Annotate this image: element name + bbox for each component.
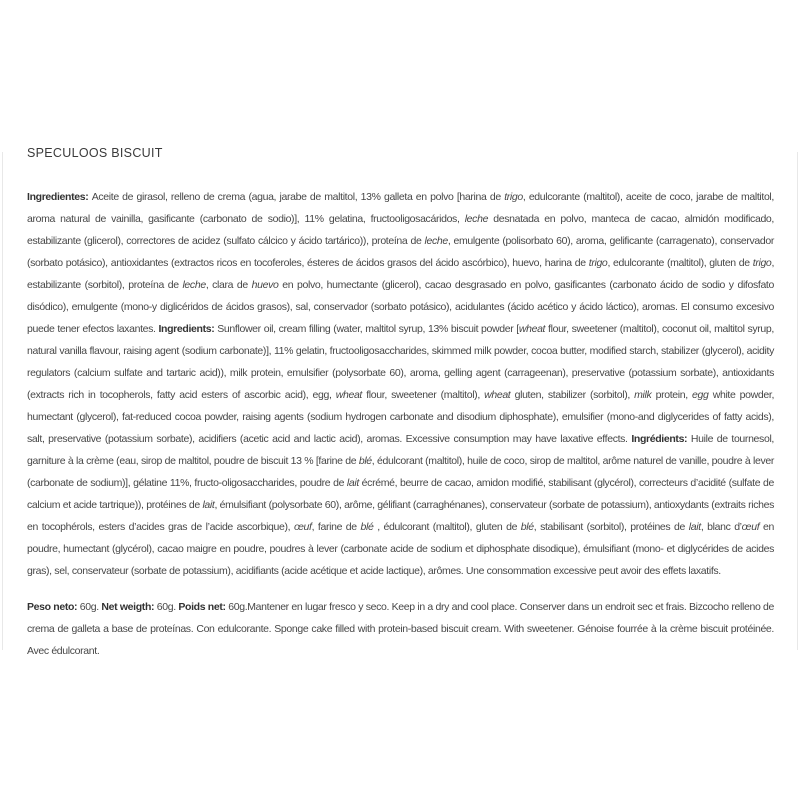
text-segment: , édulcorant (maltitol), huile de coco, sirop de maltitol, arôme naturel de vanille, poudre à lever (carbonate de sodium)], gélatine 11%, fructo-oligosaccharides, poudre de: [27, 455, 774, 489]
text-segment: Huile de tournesol, garniture à la crème (eau, sirop de maltitol, poudre de biscuit 13 % [farine de: [27, 433, 774, 467]
allergen-term: blé: [520, 521, 534, 533]
label-left-edge: [2, 152, 3, 650]
text-segment: , farine de: [311, 521, 361, 533]
text-segment: en poudre, humectant (glycérol), cacao maigre en poudre, poudres à lever (carbonate acide de sodium et diphosphate disodique), émulsifiant (mono- et diglycérides de acides gras), sel, conservateur (sorbate de potassium), acidifiants (acide acétique et acide lactique), arômes. Une consommation excessive peut avoir des effets laxatifs.: [27, 521, 775, 577]
text-segment: desnatada en polvo, manteca de cacao, almidón modificado, estabilizante (glicerol), correctores de acidez (sulfato cálcico y ácido tartárico)), proteína de: [27, 213, 774, 247]
bold-label: Net weigth:: [101, 601, 157, 613]
label-content: [27, 146, 774, 662]
allergen-term: lait: [202, 499, 215, 511]
text-segment: flour, sweetener (maltitol), coconut oil, maltitol syrup, natural vanilla flavour, raising agent (sodium carbonate)], 11% gelatin, fructooligosaccharides, skimmed milk powder, cocoa butter, modified starch, stabilizer (glycerol), acidity regulators (calcium sulfate and tartaric acid)), milk protein, emulsifier (polysorbate 60), aroma, gelling agent (carrageenan), preservative (potassium sorbate), antioxidants (extracts rich in tocopherols, fatty acid esters of ascorbic acid), egg,: [27, 323, 774, 401]
text-segment: écrémé, beurre de cacao, amidon modifié, stabilisant (glycérol), correcteurs d’acidité (sulfate de calcium et acide tartrique)), protéines de: [27, 477, 774, 511]
allergen-term: blé: [358, 455, 372, 467]
allergen-term: milk: [634, 389, 652, 401]
product-title: SPECULOOS BISCUIT: [27, 146, 163, 160]
allergen-term: blé: [360, 521, 374, 533]
text-segment: 60g.Mantener en lugar fresco y seco. Keep in a dry and cool place. Conserver dans un endroit sec et frais. Bizcocho relleno de crema de galleta a base de proteínas. Con edulcorante. Sponge cake filled with protein-based biscuit cream. With sweetener. Génoise fourrée à la crème biscuit protéinée. Avec édulcorant.: [27, 601, 774, 657]
text-segment: , edulcorante (maltitol), gluten de: [607, 257, 753, 269]
allergen-term: trigo: [588, 257, 608, 269]
allergen-term: wheat: [484, 389, 511, 401]
text-segment: protein,: [651, 389, 693, 401]
text-segment: 60g.: [79, 601, 102, 613]
net-weight-storage-paragraph: [27, 596, 774, 662]
allergen-term: lait: [688, 521, 701, 533]
allergen-term: trigo: [504, 191, 523, 203]
text-segment: 60g.: [156, 601, 179, 613]
label-right-edge: [797, 152, 798, 650]
text-segment: , clara de: [205, 279, 252, 291]
bold-label: Ingredientes:: [27, 191, 92, 203]
bold-label: Poids net:: [178, 601, 229, 613]
allergen-term: wheat: [518, 323, 546, 335]
text-segment: , edulcorante (maltitol), aceite de coco, jarabe de maltitol, aroma natural de vainilla, gasificante (carbonato de sodio)], 11% gelatina, fructooligosacáridos,: [27, 191, 774, 225]
allergen-term: œuf: [741, 521, 760, 533]
ingredients-paragraph: [27, 186, 774, 582]
text-segment: , édulcorant (maltitol), gluten de: [373, 521, 521, 533]
text-segment: , stabilisant (sorbitol), protéines de: [533, 521, 689, 533]
allergen-term: œuf: [293, 521, 312, 533]
bold-label: Peso neto:: [27, 601, 80, 613]
text-segment: white powder, humectant (glycerol), fat-reduced cocoa powder, raising agents (sodium hydrogen carbonate and disodium diphosphate), emulsifier (mono-and diglycerides of fatty acids), salt, preservative (potassium sorbate), acidifiers (acetic acid and lactic acid), aromas. Excessive consumption may have laxative effects.: [27, 389, 775, 445]
bold-label: Ingredients:: [158, 323, 218, 335]
text-segment: , blanc d’: [700, 521, 742, 533]
bold-label: Ingrédients:: [631, 433, 691, 445]
text-segment: en polvo, humectante (glicerol), cacao desgrasado en polvo, gasificantes (carbonato ácido de sodio y difosfato disódico), emulgente (mono-y diglicéridos de ácidos grasos), sal, conservador (sorbato potásico), acidulantes (ácido acético y ácido láctico), aromas. El consumo excesivo puede tener efectos laxantes.: [27, 279, 774, 335]
text-segment: Aceite de girasol, relleno de crema (agua, jarabe de maltitol, 13% galleta en polvo [harina de: [91, 191, 505, 203]
text-segment: Sunflower oil, cream filling (water, maltitol syrup, 13% biscuit powder [: [217, 323, 519, 335]
allergen-term: huevo: [251, 279, 279, 291]
allergen-term: leche: [464, 213, 489, 225]
allergen-term: trigo: [752, 257, 772, 269]
text-segment: , emulgente (polisorbato 60), aroma, gelificante (carragenato), conservador (sorbato potásico), antioxidantes (extractos ricos en tocoferoles, ésteres de ácidos grasos del ácido ascórbico), huevo, harina de: [27, 235, 774, 269]
text-segment: flour, sweetener (maltitol),: [362, 389, 485, 401]
allergen-term: leche: [182, 279, 206, 291]
text-segment: , estabilizante (sorbitol), proteína de: [27, 257, 775, 291]
text-segment: gluten, stabilizer (sorbitol),: [510, 389, 635, 401]
allergen-term: leche: [424, 235, 448, 247]
text-segment: , émulsifiant (polysorbate 60), arôme, gélifiant (carraghénanes), conservateur (sorbate de potassium), antioxydants (extraits riches en tocophérols, esters d’acides gras de l’acide ascorbique),: [27, 499, 774, 533]
allergen-term: lait: [346, 477, 359, 489]
allergen-term: wheat: [335, 389, 363, 401]
allergen-term: egg: [692, 389, 709, 401]
